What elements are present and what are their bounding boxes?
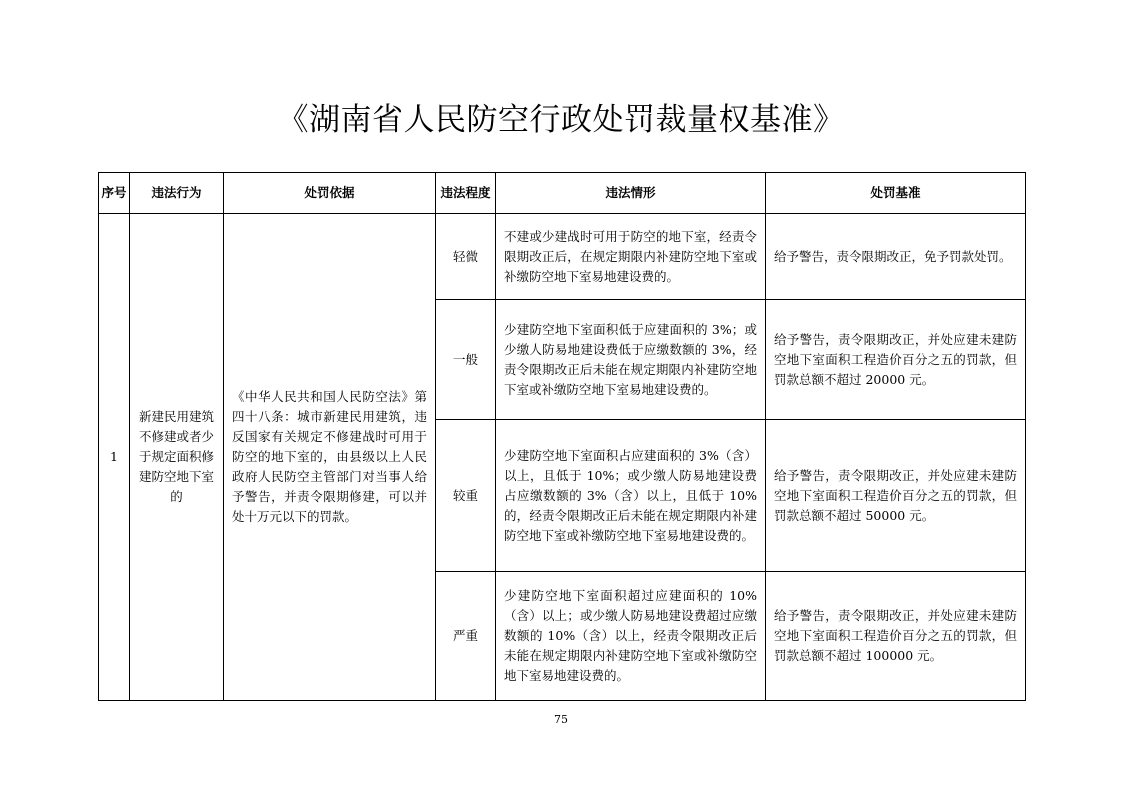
standard-cell: 给予警告，责令限期改正，并处应建未建防空地下室面积工程造价百分之五的罚款，但罚款总额不超过 100000 元。 (766, 572, 1026, 701)
header-standard: 处罚基准 (766, 173, 1026, 214)
standard-cell: 给予警告，责令限期改正，并处应建未建防空地下室面积工程造价百分之五的罚款，但罚款总额不超过 20000 元。 (766, 300, 1026, 420)
header-degree: 违法程度 (436, 173, 496, 214)
degree-cell: 严重 (436, 572, 496, 701)
table-header-row (99, 173, 1026, 214)
penalty-standard-table (98, 172, 1026, 701)
header-situation: 违法情形 (496, 173, 766, 214)
degree-cell: 较重 (436, 420, 496, 572)
header-basis: 处罚依据 (224, 173, 436, 214)
situation-cell: 不建或少建战时可用于防空的地下室，经责令限期改正后，在规定期限内补建防空地下室或补缴防空地下室易地建设费的。 (496, 214, 766, 300)
standard-cell: 给予警告，责令限期改正，并处应建未建防空地下室面积工程造价百分之五的罚款，但罚款总额不超过 50000 元。 (766, 420, 1026, 572)
table-row (99, 214, 1026, 300)
standard-cell: 给予警告，责令限期改正，免予罚款处罚。 (766, 214, 1026, 300)
document-title: 《湖南省人民防空行政处罚裁量权基准》 (277, 102, 845, 138)
degree-cell: 一般 (436, 300, 496, 420)
penalty-basis: 《中华人民共和国人民防空法》第四十八条：城市新建民用建筑，违反国家有关规定不修建战时可用于防空的地下室的，由县级以上人民政府人民防空主管部门对当事人给予警告，并责令限期修建，可以并处十万元以下的罚款。 (224, 214, 436, 701)
page-number: 75 (554, 713, 568, 726)
header-index: 序号 (99, 173, 130, 214)
situation-cell: 少建防空地下室面积占应建面积的 3%（含）以上，且低于 10%；或少缴人防易地建设费占应缴数额的 3%（含）以上，且低于 10%的，经责令限期改正后未能在规定期限内补建防空地下室或补缴防空地下室易地建设费的。 (496, 420, 766, 572)
row-index: 1 (99, 214, 130, 701)
header-behavior: 违法行为 (130, 173, 224, 214)
situation-cell: 少建防空地下室面积低于应建面积的 3%；或少缴人防易地建设费低于应缴数额的 3%，经责令限期改正后未能在规定期限内补建防空地下室或补缴防空地下室易地建设费的。 (496, 300, 766, 420)
violation-behavior: 新建民用建筑不修建或者少于规定面积修建防空地下室的 (130, 214, 224, 701)
degree-cell: 轻微 (436, 214, 496, 300)
situation-cell: 少建防空地下室面积超过应建面积的 10%（含）以上；或少缴人防易地建设费超过应缴数额的 10%（含）以上，经责令限期改正后未能在规定期限内补建防空地下室或补缴防空地下室易地建设费的。 (496, 572, 766, 701)
